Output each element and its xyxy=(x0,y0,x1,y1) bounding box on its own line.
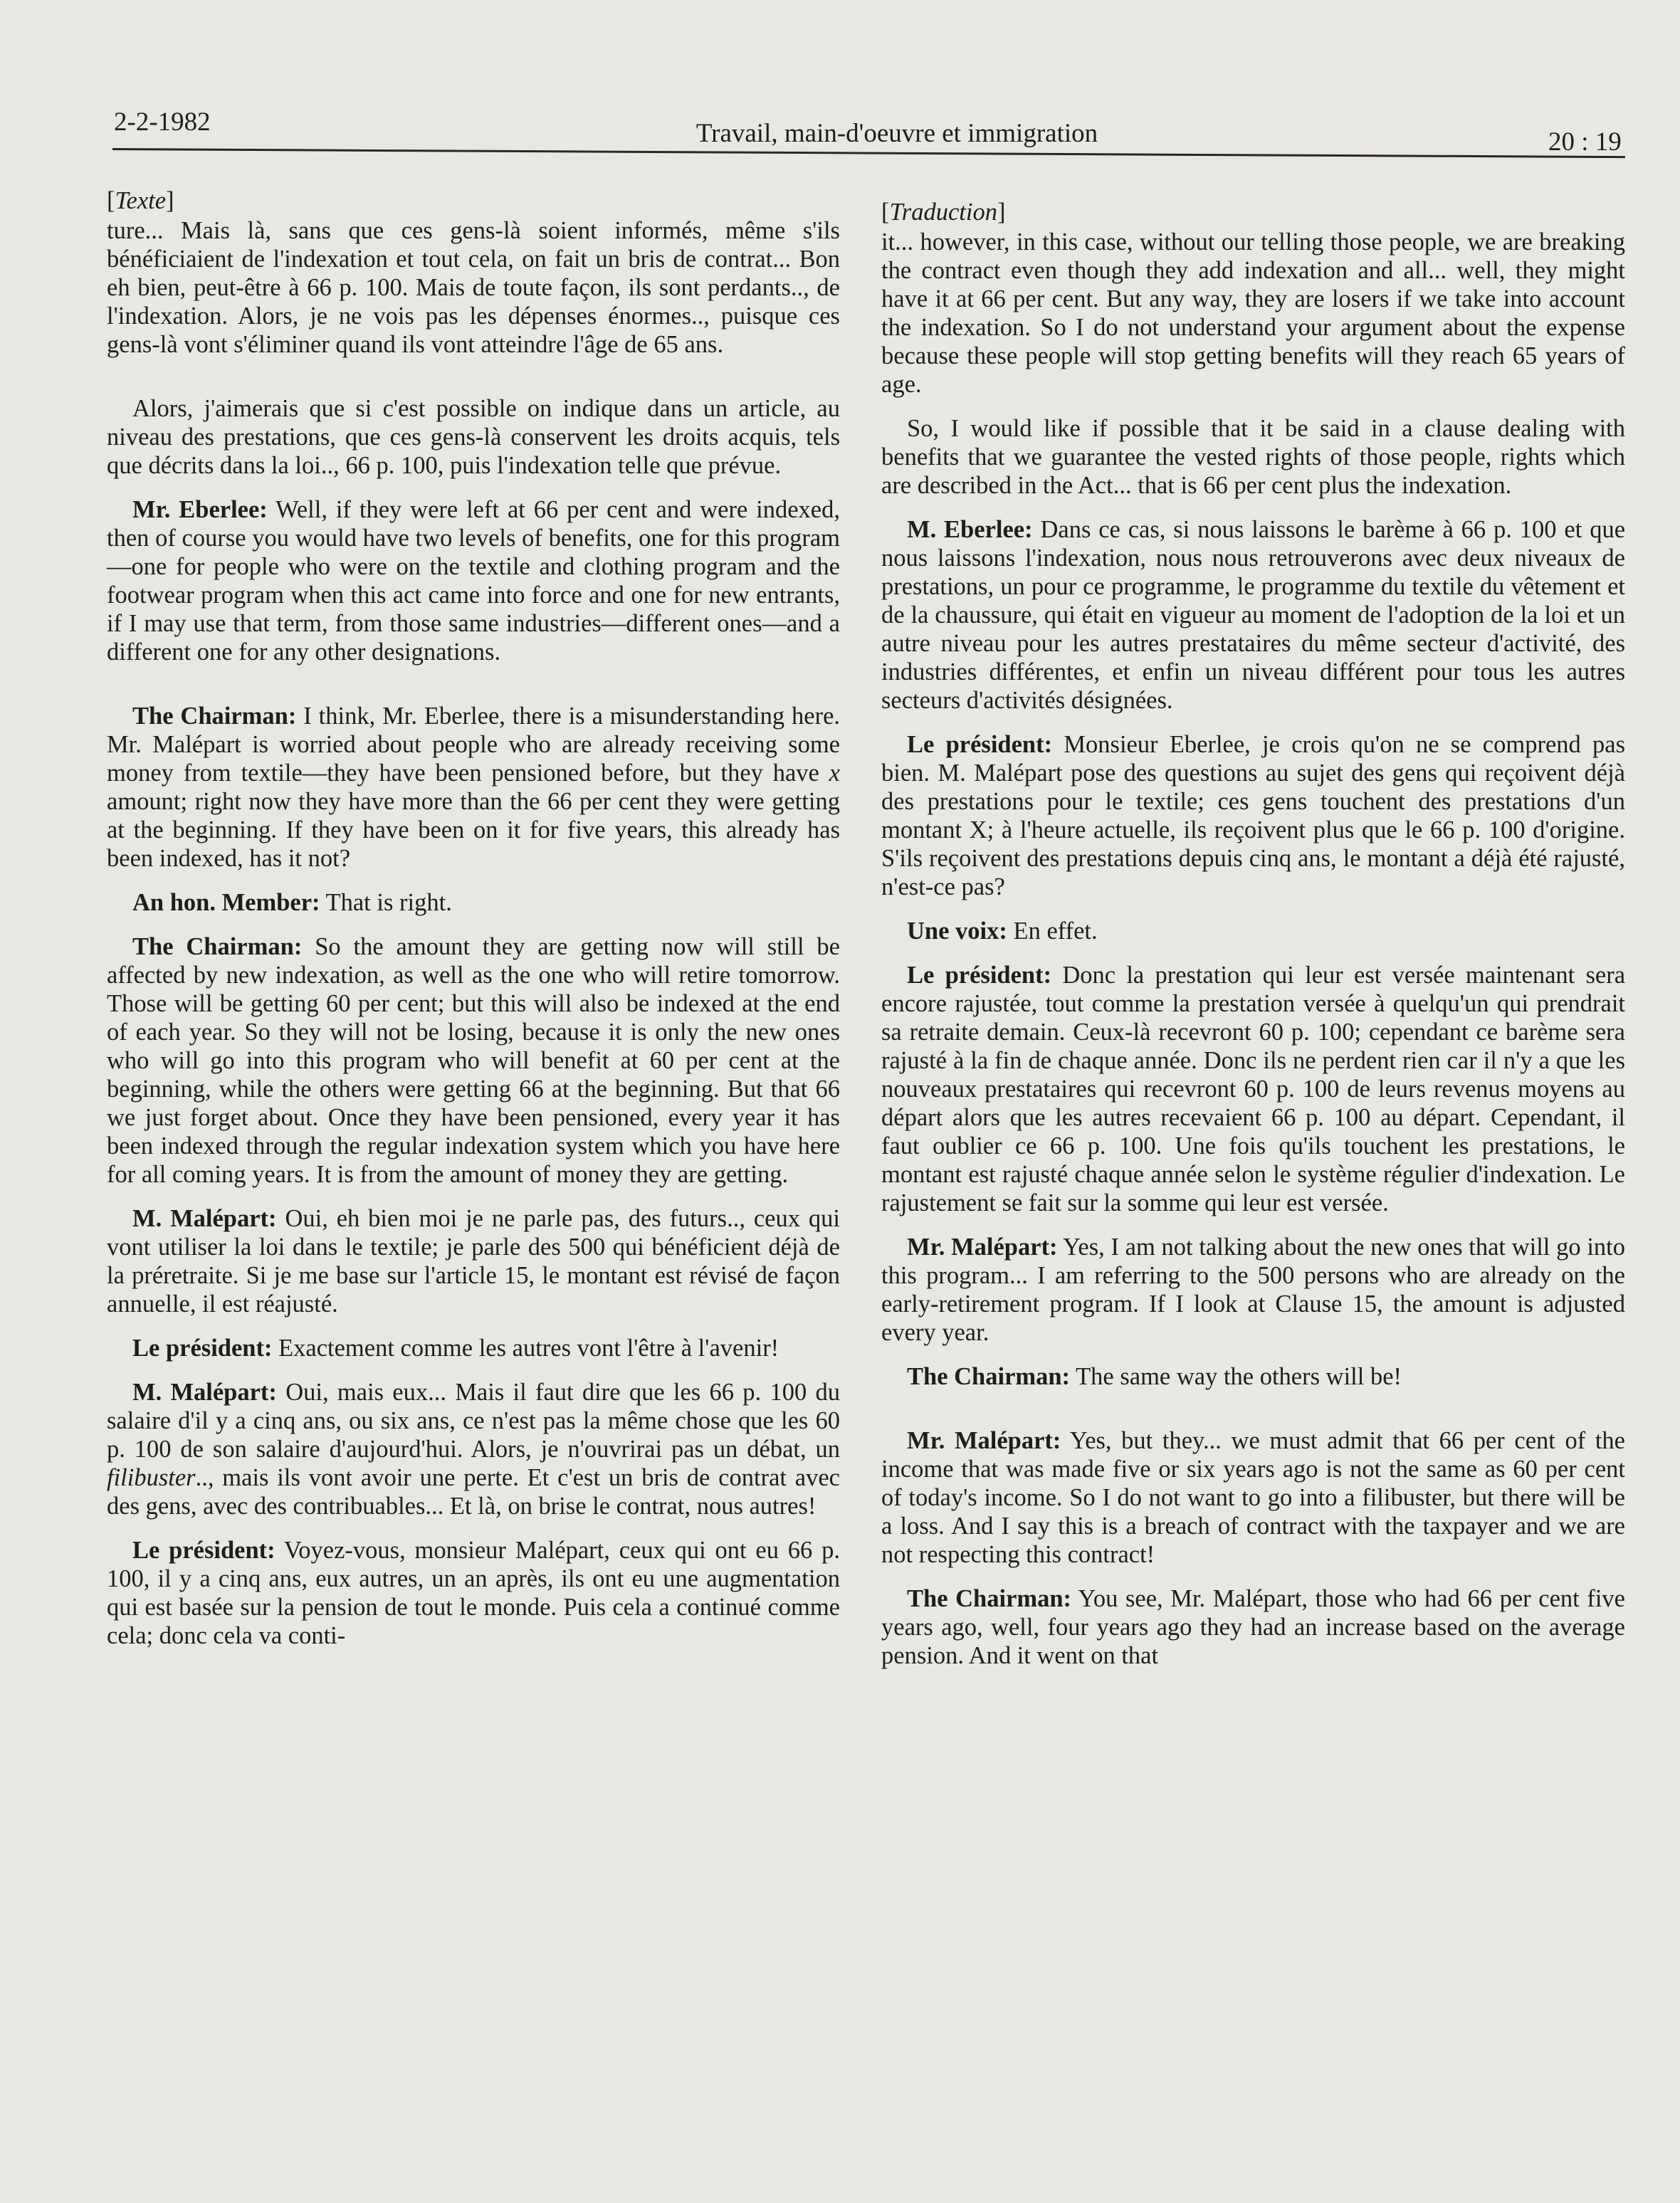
speaker-name: Mr. Malépart: xyxy=(907,1234,1058,1261)
language-label: [ Traduction ] xyxy=(881,198,1625,226)
speaker-name: M. Malépart: xyxy=(132,1379,277,1406)
speaker-name: Le président: xyxy=(907,731,1053,758)
speech-text: That is right. xyxy=(325,889,452,916)
speech-text: Monsieur Eberlee, je crois qu'on ne se comprend pas bien. M. Malépart pose des questions au sujet des gens qui reçoivent déjà des prestations pour le textile; ces gens touchent des prestations d'un montant X; à l'heure actuelle, ils reçoivent plus que le 66 p. 100 d'origine. S'ils reçoivent des prestations depuis cinq ans, le montant a déjà été rajusté, n'est-ce pas? xyxy=(881,731,1625,900)
speech-paragraph xyxy=(107,495,840,666)
speech-paragraph xyxy=(881,515,1625,715)
speech-text-italic: x xyxy=(829,759,840,787)
speaker-name: The Chairman: xyxy=(132,933,303,960)
speaker-name: Le président: xyxy=(907,962,1052,989)
speaker-name: The Chairman: xyxy=(907,1585,1072,1612)
paragraph: it... however, in this case, without our telling those people, we are breaking the contract even though they add indexation and all... well, they might have it at 66 per cent. But any way, they are losers if we take into account the indexation. So I do not understand your argument about the expense because these people will stop getting benefits will they reach 65 years of age. xyxy=(881,228,1625,398)
speaker-name: Mr. Eberlee: xyxy=(132,496,268,523)
speech-paragraph xyxy=(107,1378,840,1520)
speech-paragraph xyxy=(881,1233,1625,1347)
speech-text: Oui, mais eux... Mais il faut dire que les 66 p. 100 du salaire d'il y a cinq ans, ou six ans, ce n'est pas la même chose que les 60 p. 100 de son salaire d'aujourd'hui. Alors, je n'ouvrirai pas un débat, un xyxy=(107,1379,840,1463)
speech-paragraph xyxy=(881,1584,1625,1670)
header-page-number: 20 : 19 xyxy=(1548,127,1622,157)
speech-paragraph xyxy=(881,730,1625,901)
speaker-name: Le président: xyxy=(132,1335,273,1362)
header-rule xyxy=(112,148,1625,158)
speech-paragraph xyxy=(881,1426,1625,1569)
speech-text: Dans ce cas, si nous laissons le barème à 66 p. 100 et que nous laissons l'indexation, nous nous retrouverons avec deux niveaux de prestations, un pour ce programme, le programme du textile du vêtement et de la chaussure, qui était en vigueur au moment de l'adoption de la loi et un autre niveau pour les autres prestataires du même secteur d'activité, des industries différentes, et enfin un niveau différent pour tous les autres secteurs d'activités désignées. xyxy=(881,516,1626,714)
speaker-name: An hon. Member: xyxy=(132,889,320,916)
speech-text: Donc la prestation qui leur est versée maintenant sera encore rajustée, tout comme la prestation versée à quelqu'un qui prendrait sa retraite demain. Ceux-là recevront 60 p. 100; cependant ce barème sera rajusté à la fin de chaque année. Donc ils ne perdent rien car il n'y a que les nouveaux prestataires qui recevront 60 p. 100 de leurs revenus moyens au départ alors que les autres recevaient 66 p. 100 au départ. Cependant, il faut oublier ce 66 p. 100. Une fois qu'ils touchent les prestations, le montant est rajusté chaque année selon le système régulier d'indexation. Le rajustement se fait sur la somme qui leur est versée. xyxy=(881,962,1626,1216)
speaker-name: Une voix: xyxy=(907,918,1007,945)
speech-text: You see, Mr. Malépart, those who had 66 per cent five years ago, well, four years ago they had an increase based on the average pension. And it went on that xyxy=(881,1585,1625,1669)
speech-text: .., mais ils vont avoir une perte. Et c'est un bris de contrat avec des gens, avec des contribuables... Et là, on brise le contrat, nous autres! xyxy=(107,1464,840,1520)
speech-paragraph xyxy=(881,961,1625,1217)
speech-text: So the amount they are getting now will still be affected by new indexation, as well as the one who will retire tomorrow. Those will be getting 60 per cent; but this will also be indexed at the end of each year. So they will not be losing, because it is only the new ones who will go into this program who will benefit at 60 per cent at the beginning, while the others were getting 66 at the beginning. But that 66 we just forget about. Once they have been pensioned, every year it has been indexed through the regular indexation system which you have here for all coming years. It is from the amount of money they are getting. xyxy=(107,933,840,1188)
speaker-name: The Chairman: xyxy=(907,1363,1071,1390)
header-title: Travail, main-d'oeuvre et immigration xyxy=(695,119,1098,148)
speech-paragraph xyxy=(107,1204,840,1318)
speech-text: Exactement comme les autres vont l'être à l'avenir! xyxy=(278,1335,779,1362)
language-label: [ Texte ] xyxy=(107,186,840,215)
speech-paragraph xyxy=(881,1362,1625,1391)
speech-text: I think, Mr. Eberlee, there is a misunderstanding here. Mr. Malépart is worried about people who are already receiving some money from textile—they have been pensioned before, but they have xyxy=(107,703,841,787)
speech-paragraph xyxy=(107,888,840,917)
speech-paragraph xyxy=(107,932,840,1189)
right-column xyxy=(881,198,1625,1686)
speech-paragraph xyxy=(107,1334,840,1362)
header-date: 2-2-1982 xyxy=(114,107,211,137)
speech-text-italic: filibuster xyxy=(107,1464,196,1491)
speech-text: Well, if they were left at 66 per cent and were indexed, then of course you would have two levels of benefits, one for this program—one for people who were on the textile and clothing program and the footwear program when this act came into force and one for new entrants, if I may use that term, from those same industries—different ones—and a different one for any other designations. xyxy=(107,496,840,666)
speaker-name: The Chairman: xyxy=(132,703,297,730)
paragraph: Alors, j'aimerais que si c'est possible on indique dans un article, au niveau des prestations, que ces gens-là conservent les droits acquis, tels que décrits dans la loi.., 66 p. 100, puis l'indexation telle que prévue. xyxy=(107,395,840,479)
speaker-name: M. Eberlee: xyxy=(907,516,1033,543)
speech-text: The same way the others will be! xyxy=(1076,1363,1402,1390)
speech-paragraph xyxy=(107,1536,840,1650)
speech-text: Yes, I am not talking about the new ones that will go into this program... I am referring to the 500 persons who are already on the early-retirement program. If I look at Clause 15, the amount is adjusted every year. xyxy=(881,1234,1625,1346)
speech-text: amount; right now they have more than the 66 per cent they were getting at the beginning. If they have been on it for five years, this already has been indexed, has it not? xyxy=(107,788,840,872)
speaker-name: Mr. Malépart: xyxy=(907,1427,1061,1454)
speech-text: En effet. xyxy=(1013,918,1098,945)
speaker-name: Le président: xyxy=(132,1537,275,1564)
paragraph: ture... Mais là, sans que ces gens-là soient informés, même s'ils bénéficiaient de l'indexation et tout cela, on fait un bris de contrat... Bon eh bien, peut-être à 66 p. 100. Mais de toute façon, ils sont perdants.., de l'indexation. Alors, je ne vois pas les dépenses énormes.., puisque ces gens-là vont s'éliminer quand ils vont atteindre l'âge de 65 ans. xyxy=(107,217,840,358)
speaker-name: M. Malépart: xyxy=(132,1205,277,1232)
speech-text: Yes, but they... we must admit that 66 per cent of the income that was made five or six years ago is not the same as 60 per cent of today's income. So I do not want to go into a filibuster, but there will be a loss. And I say this is a breach of contract with the taxpayer and we are not respecting this contract! xyxy=(881,1427,1625,1568)
speech-paragraph xyxy=(881,917,1625,945)
speech-text: Oui, eh bien moi je ne parle pas, des futurs.., ceux qui vont utiliser la loi dans le textile; je parle des 500 qui bénéficient déjà de la préretraite. Si je me base sur l'article 15, le montant est révisé de façon annuelle, il est réajusté. xyxy=(107,1205,840,1318)
left-column xyxy=(107,186,840,1666)
speech-paragraph xyxy=(107,702,840,873)
speech-text: Voyez-vous, monsieur Malépart, ceux qui ont eu 66 p. 100, il y a cinq ans, eux autres, un an après, ils ont eu une augmentation qui est basée sur la pension de tout le monde. Puis cela a continué comme cela; donc cela va conti- xyxy=(107,1537,840,1649)
paragraph: So, I would like if possible that it be said in a clause dealing with benefits that we guarantee the vested rights of those people, rights which are described in the Act... that is 66 per cent plus the indexation. xyxy=(881,415,1625,499)
